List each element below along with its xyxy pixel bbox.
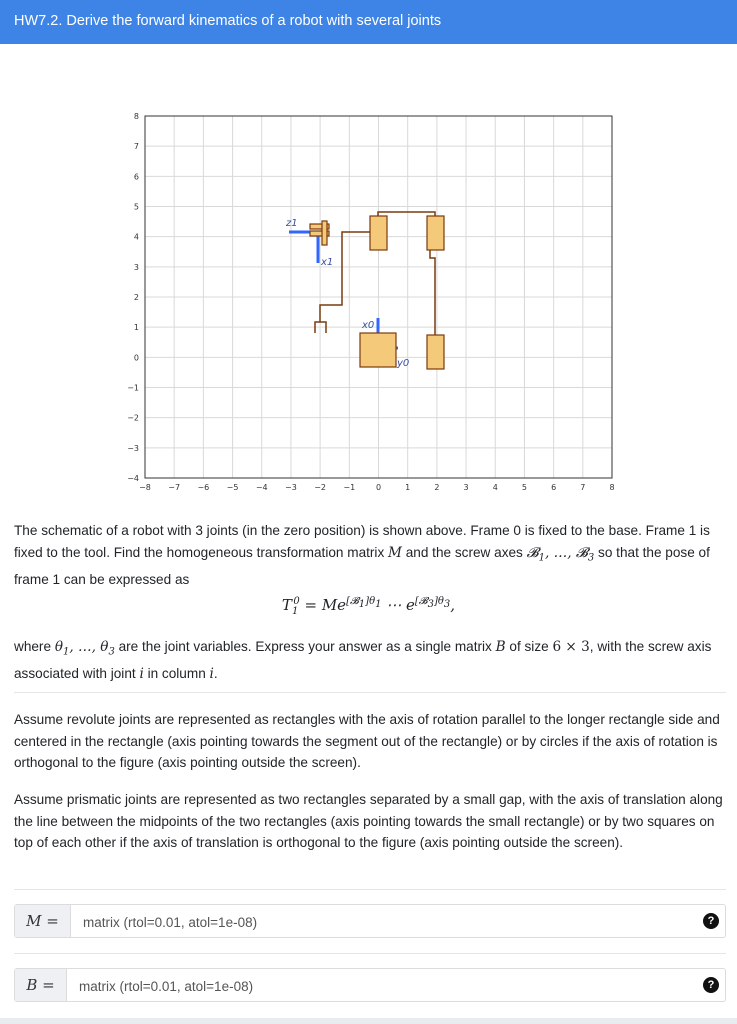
x-tick-label: 8 <box>609 483 615 492</box>
y-tick-label: 0 <box>133 353 139 363</box>
x1-label: x1 <box>321 257 334 268</box>
base-block <box>360 333 396 367</box>
x-tick-label: 2 <box>434 483 440 492</box>
robot-schematic-figure <box>0 100 737 500</box>
p1-symbol-M: M <box>388 544 402 561</box>
problem-paragraph-1 <box>14 520 726 590</box>
joint-2-revolute <box>370 216 387 250</box>
x-tick-label: 0 <box>375 483 382 492</box>
x-tick-label: −5 <box>226 483 239 492</box>
y0-label: y0 <box>397 358 410 369</box>
y-tick-labels <box>127 112 139 483</box>
p1-text-a: The schematic of a robot with 3 joints (in the zero position) is shown above. Frame 0 is fixed to the base. Frame 1 is fixed to the tool. Find the homogeneous transformation matrix <box>14 523 710 560</box>
p2-joint-variables-math: $\theta_1$, …, $\theta_3$ <box>54 639 115 658</box>
p2-text-d: , with the screw axis associated with joint <box>14 639 712 682</box>
x-tick-label: −2 <box>314 483 327 492</box>
x-tick-label: −1 <box>343 483 356 492</box>
help-icon[interactable]: ? <box>703 977 719 993</box>
p1-text-b: and the screw axes <box>401 544 527 560</box>
answer-M-input[interactable] <box>81 905 645 939</box>
x-tick-label: 5 <box>521 483 527 492</box>
pose-equation: $T_1^0 = Me^{[𝓑_1]\theta_1}$ ⋯ $e^{[𝓑_3]\theta_3}$, <box>281 596 456 617</box>
revolute-joint-note: Assume revolute joints are represented as rectangles with the axis of rotation parallel to the longer rectangle side and centered in the rectangle (axis pointing towards the segment out of the rectangle) or by circles if the axis of rotation is orthogonal to the figure (axis pointing outside the screen). <box>14 712 720 770</box>
tool-gripper <box>322 221 327 245</box>
robot-joints <box>310 216 444 369</box>
p2-symbol-i-1: i <box>139 666 144 683</box>
help-icon[interactable]: ? <box>703 913 719 929</box>
p2-text-e: in column <box>143 666 210 682</box>
joint-3-revolute <box>427 216 444 250</box>
answer-B-input[interactable] <box>77 969 641 1003</box>
p2-text-a: where <box>14 639 55 654</box>
y-tick-label: 5 <box>133 202 139 212</box>
x-tick-label: −7 <box>168 483 181 492</box>
plot-grid <box>145 116 612 478</box>
x-tick-label: 3 <box>463 483 469 492</box>
y-tick-label: 1 <box>133 323 139 333</box>
y-tick-label: 2 <box>133 293 139 302</box>
joint-1-revolute <box>427 335 444 369</box>
x0-label: x0 <box>362 320 375 331</box>
x-tick-label: −6 <box>197 483 210 492</box>
x-tick-label: 7 <box>580 483 586 492</box>
separator-3 <box>14 953 726 954</box>
p1-text-c: so that the pose of frame 1 can be expressed as <box>14 544 710 587</box>
x-tick-label: −3 <box>285 483 297 492</box>
x-tick-label: 6 <box>551 483 557 492</box>
y-tick-label: 8 <box>133 112 139 121</box>
y-tick-label: 4 <box>133 232 139 242</box>
p2-text-c: of size <box>505 639 553 654</box>
question-title: HW7.2. Derive the forward kinematics of a robot with several joints <box>14 13 442 29</box>
x-tick-label: −8 <box>139 483 151 492</box>
question-header <box>0 0 737 44</box>
answer-B-label: B = <box>15 969 67 1001</box>
p2-matrix-size: 6 × 3 <box>552 639 590 655</box>
z1-label: z1 <box>286 218 298 229</box>
robot-schematic-svg <box>0 100 737 500</box>
answer-B-row <box>14 968 726 1002</box>
p1-screw-axes-math: 𝓑$_1$, …, 𝓑$_3$ <box>526 544 595 564</box>
x-tick-label: 1 <box>405 483 411 492</box>
x-tick-labels <box>139 483 614 492</box>
y-tick-label: −4 <box>127 474 139 483</box>
y-tick-label: −3 <box>127 443 139 453</box>
answer-M-label: M = <box>15 905 71 937</box>
y-tick-label: −2 <box>127 413 139 423</box>
y-tick-label: 3 <box>133 262 139 272</box>
problem-paragraph-2: where $\theta_1$, …, $\theta_3$ are the joint variables. Express your answer as a single matrix B of size 6 × 3, with the screw axis associated with joint i in column i. <box>14 639 712 683</box>
p2-text-b: are the joint variables. Express your answer as a single matrix <box>114 639 496 654</box>
y-tick-label: −1 <box>127 383 139 393</box>
p2-symbol-i-2: i <box>209 666 214 683</box>
y-tick-label: 6 <box>133 172 139 182</box>
bottom-bar <box>0 1018 737 1024</box>
y-tick-label: 7 <box>133 142 139 152</box>
prismatic-joint-note: Assume prismatic joints are represented as two rectangles separated by a small gap, with the axis of translation along the line between the midpoints of the two rectangles (axis pointing towards the small rectangle) or by two squares on top of each other if the axis of translation is orthogonal to the figure (axis pointing outside the screen). <box>14 792 723 850</box>
x-tick-label: −4 <box>255 483 268 492</box>
p2-symbol-B: B <box>495 639 506 655</box>
answer-M-row <box>14 904 726 938</box>
x-tick-label: 4 <box>492 483 498 492</box>
link-joint1-to-joint3 <box>430 250 435 335</box>
separator-1 <box>14 692 726 693</box>
separator-2 <box>14 889 726 890</box>
